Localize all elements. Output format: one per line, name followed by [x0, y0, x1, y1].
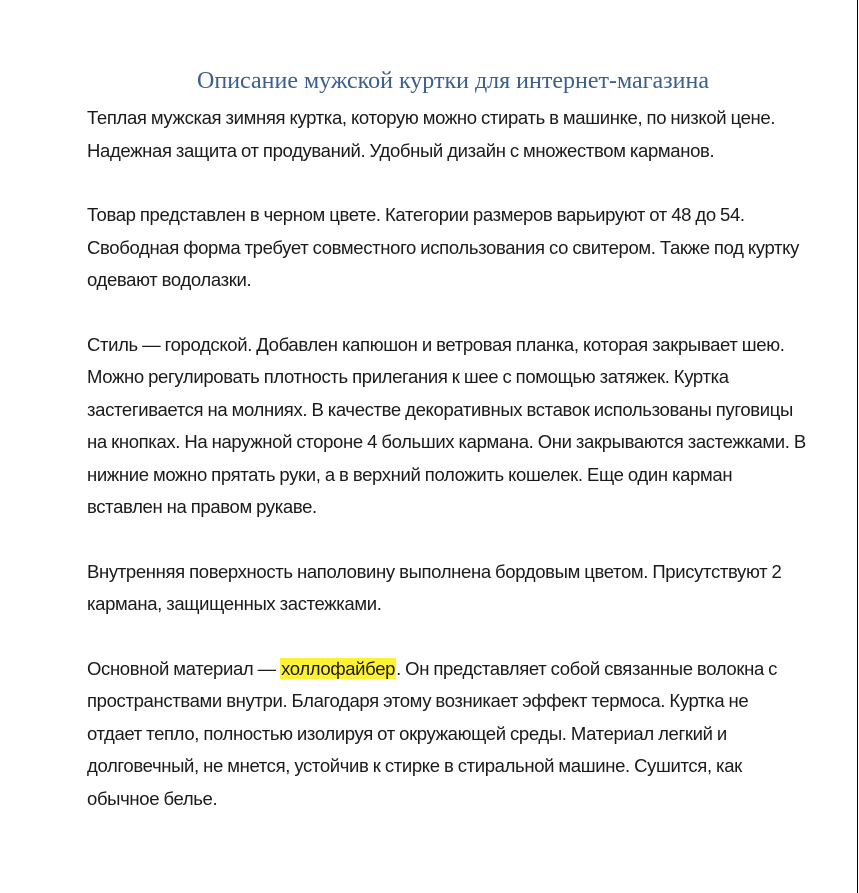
- paragraph-material: [87, 653, 807, 816]
- material-text-after: . Он представляет собой связанные волокна с пространствами внутри. Благодаря этому возникает эффект термоса. Куртка не отдает тепло, полностью изолируя от окружающей среды. Материал легкий и долговечный, не мнется, устойчив к стирке в стиральной машине. Сушится, как обычное белье.: [87, 657, 778, 809]
- page-border: [857, 0, 858, 893]
- paragraph-lining: Внутренняя поверхность наполовину выполнена бордовым цветом. Присутствуют 2 кармана, защищенных застежками.: [87, 560, 782, 614]
- document-title: Описание мужской куртки для интернет-магазина: [197, 68, 709, 94]
- paragraph-color-sizes: Товар представлен в черном цвете. Категории размеров варьируют от 48 до 54. Свободная форма требует совместного использования со свитером. Также под куртку одевают водолазки.: [87, 204, 800, 290]
- paragraph-style: Стиль — городской. Добавлен капюшон и ветровая планка, которая закрывает шею. Можно регулировать плотность прилегания к шее с помощью затяжек. Куртка застегивается на молниях. В качестве декоративных вставок использованы пуговицы на кнопках. На наружной стороне 4 больших кармана. Они закрываются застежками. В нижние можно прятать руки, а в верхний положить кошелек. Еще один карман вставлен на правом рукаве.: [87, 333, 806, 517]
- material-text-before: Основной материал —: [87, 657, 281, 679]
- highlighted-term: холлофайбер: [281, 657, 396, 679]
- paragraph-intro: Теплая мужская зимняя куртка, которую можно стирать в машинке, по низкой цене. Надежная защита от продуваний. Удобный дизайн с множеством карманов.: [87, 107, 776, 161]
- document-body: [87, 64, 807, 815]
